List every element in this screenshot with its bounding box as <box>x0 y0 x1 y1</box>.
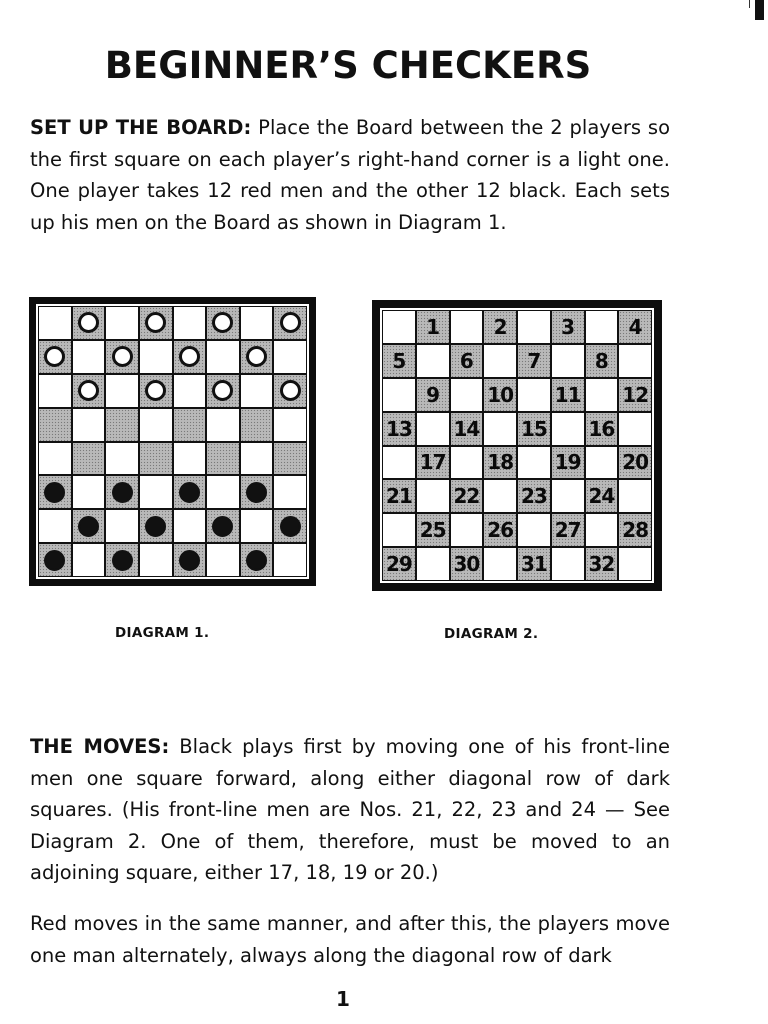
board1-square <box>72 442 106 476</box>
board1-square <box>38 306 72 340</box>
board2-square <box>551 310 585 344</box>
board1-square <box>206 475 240 509</box>
board1-square <box>240 475 274 509</box>
board2-square <box>483 547 517 581</box>
page-number: 1 <box>336 987 350 1011</box>
board2-square <box>517 310 551 344</box>
board2-square <box>416 479 450 513</box>
square-number: 28 <box>622 518 649 543</box>
board2-square <box>450 378 484 412</box>
board2-square <box>517 344 551 378</box>
square-number: 9 <box>426 382 440 407</box>
board1-square <box>72 475 106 509</box>
square-number: 7 <box>527 348 541 373</box>
board2-square <box>450 513 484 547</box>
board2-square <box>551 446 585 480</box>
board1-square <box>173 408 207 442</box>
board2-square <box>382 310 416 344</box>
board1-square <box>72 408 106 442</box>
board1-square <box>206 306 240 340</box>
board1-square <box>173 442 207 476</box>
board2-square <box>618 378 652 412</box>
square-number: 15 <box>520 416 547 441</box>
black-man <box>179 482 200 503</box>
board1-square <box>38 340 72 374</box>
square-number: 5 <box>392 348 406 373</box>
board1-square <box>273 374 307 408</box>
board1-square <box>173 543 207 577</box>
board1-square <box>273 442 307 476</box>
square-number: 24 <box>588 484 615 509</box>
black-man <box>44 482 65 503</box>
red-man <box>280 380 301 401</box>
board2-square <box>382 513 416 547</box>
red-man <box>145 312 166 333</box>
board2-square <box>618 412 652 446</box>
board1-square <box>206 374 240 408</box>
red-man <box>212 312 233 333</box>
board2-square <box>618 479 652 513</box>
board2-square <box>483 412 517 446</box>
moves-text: Black plays first by moving one of his front-line men one square forward, along either diagonal row of dark squares. (His front-line men are Nos. 21, 22, 23 and 24 — See Diagram 2. One of them, therefore, must be moved to an adjoining square, either 17, 18, 19 or 20.) <box>30 735 670 884</box>
board2-square <box>416 547 450 581</box>
board2-square <box>585 446 619 480</box>
board2-square <box>551 378 585 412</box>
board1-square <box>105 306 139 340</box>
black-man <box>280 516 301 537</box>
board2-square <box>517 412 551 446</box>
board1-square <box>273 475 307 509</box>
board2-square <box>450 547 484 581</box>
red-man <box>78 312 99 333</box>
board1-square <box>38 408 72 442</box>
board2-square <box>382 412 416 446</box>
board2-square <box>551 513 585 547</box>
diagram-1-grid <box>36 304 309 579</box>
board1-square <box>240 442 274 476</box>
moves-paragraph <box>30 731 670 889</box>
square-number: 25 <box>419 518 446 543</box>
board2-square <box>483 513 517 547</box>
board2-square <box>483 479 517 513</box>
board1-square <box>206 340 240 374</box>
red-moves-paragraph: Red moves in the same manner, and after this, the players move one man alternately, always along the diagonal row of dark <box>30 912 670 967</box>
board1-square <box>240 509 274 543</box>
black-man <box>44 550 65 571</box>
board2-square <box>416 446 450 480</box>
square-number: 19 <box>554 450 581 475</box>
square-number: 17 <box>419 450 446 475</box>
setup-paragraph <box>30 112 670 238</box>
board1-square <box>240 543 274 577</box>
board1-square <box>105 408 139 442</box>
scan-edge-mark <box>755 0 764 20</box>
board2-square <box>382 344 416 378</box>
board2-square <box>450 344 484 378</box>
red-man <box>78 380 99 401</box>
setup-heading: SET UP THE BOARD: <box>30 116 252 139</box>
board2-square <box>551 344 585 378</box>
board1-square <box>240 340 274 374</box>
board2-square <box>450 310 484 344</box>
board1-square <box>139 374 173 408</box>
square-number: 29 <box>385 552 412 577</box>
board2-square <box>517 479 551 513</box>
black-man <box>246 482 267 503</box>
board2-square <box>551 479 585 513</box>
black-man <box>112 550 133 571</box>
board1-square <box>105 509 139 543</box>
board2-square <box>483 446 517 480</box>
board1-square <box>206 543 240 577</box>
board1-square <box>72 306 106 340</box>
board1-square <box>139 340 173 374</box>
board2-square <box>416 310 450 344</box>
board1-square <box>72 374 106 408</box>
board1-square <box>139 306 173 340</box>
square-number: 4 <box>628 314 642 339</box>
square-number: 23 <box>520 484 547 509</box>
square-number: 1 <box>426 314 440 339</box>
board1-square <box>173 475 207 509</box>
board2-square <box>450 412 484 446</box>
board1-square <box>139 442 173 476</box>
red-man <box>145 380 166 401</box>
board1-square <box>273 408 307 442</box>
board2-square <box>382 547 416 581</box>
red-man <box>179 346 200 367</box>
board1-square <box>105 374 139 408</box>
board1-square <box>173 306 207 340</box>
board1-square <box>38 543 72 577</box>
square-number: 27 <box>554 518 581 543</box>
page-title: BEGINNER’S CHECKERS <box>104 44 592 87</box>
red-man <box>246 346 267 367</box>
red-man <box>212 380 233 401</box>
board2-square <box>618 547 652 581</box>
black-man <box>145 516 166 537</box>
board1-square <box>105 543 139 577</box>
square-number: 26 <box>487 518 514 543</box>
board2-square <box>585 479 619 513</box>
board2-square <box>382 378 416 412</box>
board1-square <box>72 340 106 374</box>
board1-square <box>38 509 72 543</box>
board2-square <box>483 344 517 378</box>
board2-square <box>416 344 450 378</box>
board1-square <box>206 509 240 543</box>
square-number: 16 <box>588 416 615 441</box>
board1-square <box>240 306 274 340</box>
board1-square <box>139 509 173 543</box>
board2-square <box>517 513 551 547</box>
square-number: 18 <box>487 450 514 475</box>
board2-square <box>618 344 652 378</box>
board2-square <box>483 378 517 412</box>
board1-square <box>105 340 139 374</box>
board1-square <box>72 509 106 543</box>
moves-heading: THE MOVES: <box>30 735 170 758</box>
square-number: 10 <box>487 382 514 407</box>
black-man <box>246 550 267 571</box>
board1-square <box>105 475 139 509</box>
board1-square <box>38 374 72 408</box>
black-man <box>112 482 133 503</box>
board1-square <box>173 509 207 543</box>
board1-square <box>105 442 139 476</box>
square-number: 3 <box>561 314 575 339</box>
board1-square <box>139 543 173 577</box>
board2-square <box>551 412 585 446</box>
board2-square <box>517 446 551 480</box>
setup-text: Place the Board between the 2 players so the first square on each player’s right-hand corner is a light one. One player takes 12 red men and the other 12 black. Each sets up his men on the Board as shown in Diagram 1. <box>30 116 671 234</box>
diagram-2-board <box>372 300 662 591</box>
square-number: 12 <box>622 382 649 407</box>
red-man <box>280 312 301 333</box>
board2-square <box>450 446 484 480</box>
square-number: 8 <box>594 348 608 373</box>
square-number: 30 <box>453 552 480 577</box>
board2-square <box>585 412 619 446</box>
diagram-1-caption: DIAGRAM 1. <box>115 625 210 641</box>
board2-square <box>517 547 551 581</box>
board2-square <box>517 378 551 412</box>
board1-square <box>139 408 173 442</box>
board2-square <box>382 479 416 513</box>
board1-square <box>139 475 173 509</box>
board1-square <box>72 543 106 577</box>
square-number: 20 <box>622 450 649 475</box>
board1-square <box>273 509 307 543</box>
board1-square <box>206 442 240 476</box>
square-number: 14 <box>453 416 480 441</box>
board2-square <box>382 446 416 480</box>
board2-square <box>585 378 619 412</box>
board2-square <box>450 479 484 513</box>
diagram-2-grid <box>380 308 654 583</box>
square-number: 22 <box>453 484 480 509</box>
board1-square <box>273 543 307 577</box>
board1-square <box>240 374 274 408</box>
board2-square <box>585 513 619 547</box>
red-man <box>112 346 133 367</box>
black-man <box>78 516 99 537</box>
black-man <box>212 516 233 537</box>
board2-square <box>618 446 652 480</box>
square-number: 32 <box>588 552 615 577</box>
square-number: 31 <box>520 552 547 577</box>
board1-square <box>206 408 240 442</box>
board2-square <box>416 378 450 412</box>
board1-square <box>38 442 72 476</box>
board2-square <box>585 547 619 581</box>
board2-square <box>416 513 450 547</box>
board1-square <box>173 340 207 374</box>
board1-square <box>273 340 307 374</box>
diagram-2-caption: DIAGRAM 2. <box>444 626 539 642</box>
board2-square <box>416 412 450 446</box>
board2-square <box>618 310 652 344</box>
diagram-1-board <box>29 297 316 586</box>
board1-square <box>240 408 274 442</box>
square-number: 6 <box>459 348 473 373</box>
board2-square <box>585 310 619 344</box>
board1-square <box>173 374 207 408</box>
board2-square <box>483 310 517 344</box>
square-number: 13 <box>385 416 412 441</box>
board1-square <box>273 306 307 340</box>
red-man <box>44 346 65 367</box>
black-man <box>179 550 200 571</box>
board2-square <box>585 344 619 378</box>
square-number: 11 <box>554 382 581 407</box>
board2-square <box>551 547 585 581</box>
square-number: 2 <box>493 314 507 339</box>
square-number: 21 <box>385 484 412 509</box>
board2-square <box>618 513 652 547</box>
board1-square <box>38 475 72 509</box>
